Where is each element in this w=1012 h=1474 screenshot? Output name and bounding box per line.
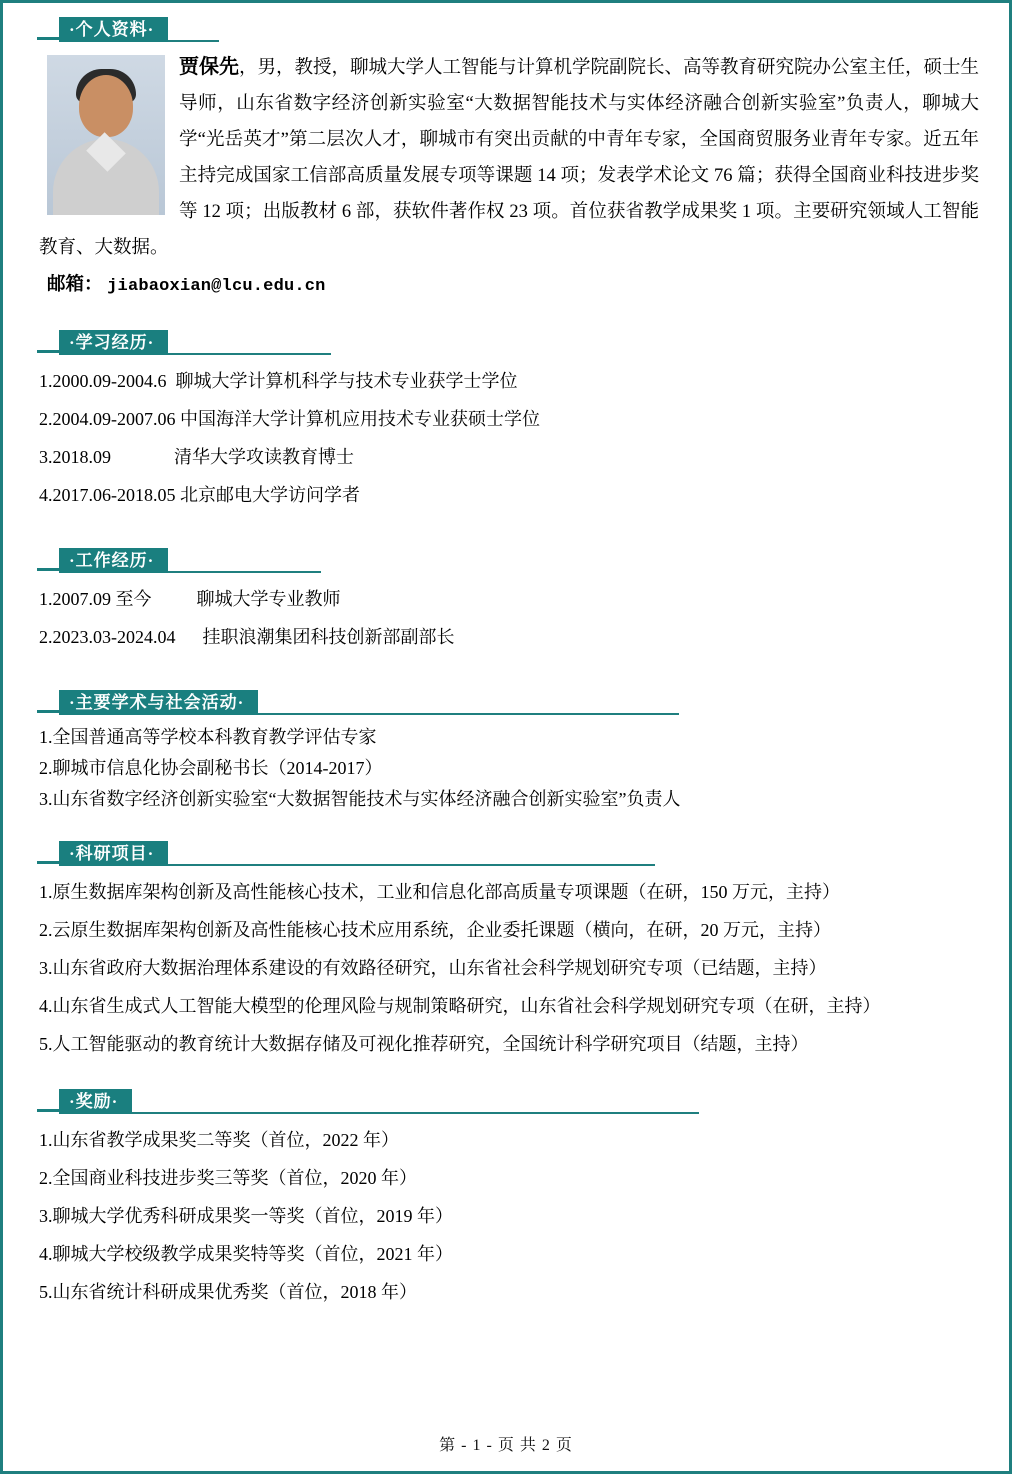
section-header-awards xyxy=(29,1089,983,1115)
portrait-face xyxy=(79,75,133,137)
section-header-education xyxy=(29,330,983,356)
list-item: 1.山东省教学成果奖二等奖（首位，2022 年） xyxy=(39,1130,399,1150)
heading-lead-dash xyxy=(37,710,59,713)
section-body-work xyxy=(29,580,983,656)
list-item: 4.山东省生成式人工智能大模型的伦理风险与规制策略研究，山东省社会科学规划研究专项（在研，主持） xyxy=(39,996,881,1016)
list-item: 2.全国商业科技进步奖三等奖（首位，2020 年） xyxy=(39,1168,417,1188)
heading-lead-dash xyxy=(37,350,59,353)
list-item: 5.人工智能驱动的教育统计大数据存储及可视化推荐研究，全国统计科学研究项目（结题，主持） xyxy=(39,1034,809,1054)
list-item: 4.聊城大学校级教学成果奖特等奖（首位，2021 年） xyxy=(39,1244,453,1264)
portrait-photo xyxy=(47,55,165,215)
person-bio: ，男，教授，聊城大学人工智能与计算机学院副院长、高等教育研究院办公室主任，硕士生导师，山东省数字经济创新实验室“大数据智能技术与实体经济融合创新实验室”负责人，聊城大学“光岳英才”第二层次人才，聊城市有突出贡献的中青年专家，全国商贸服务业青年专家。近五年主持完成国家工信部高质量发展专项等课题 14 项；发表学术论文 76 篇；获得全国商业科技进步奖等 12 项；出版教材 6 部，获软件著作权 23 项。首位获省教学成果奖 1 项。主要研究领域人工智能教育、大数据。 xyxy=(39,58,980,258)
section-title-profile: ·个人资料· xyxy=(59,17,168,42)
email-value[interactable]: jiabaoxian@lcu.edu.cn xyxy=(107,277,326,296)
section-header-projects xyxy=(29,841,983,867)
section-body-profile xyxy=(29,49,983,304)
section-title-activities: ·主要学术与社会活动· xyxy=(59,690,258,715)
section-title-projects: ·科研项目· xyxy=(59,841,168,866)
spacer xyxy=(29,656,983,690)
list-item: 1.全国普通高等学校本科教育教学评估专家 xyxy=(39,727,377,747)
page-content xyxy=(3,3,1009,1471)
list-item: 2.2004.09-2007.06 中国海洋大学计算机应用技术专业获硕士学位 xyxy=(39,409,540,429)
person-name: 贾保先 xyxy=(179,56,239,78)
list-item: 3.2018.09 清华大学攻读教育博士 xyxy=(39,447,354,467)
heading-lead-dash xyxy=(37,37,59,40)
heading-lead-dash xyxy=(37,1109,59,1112)
list-item: 3.山东省政府大数据治理体系建设的有效路径研究，山东省社会科学规划研究专项（已结题，主持） xyxy=(39,958,827,978)
heading-lead-dash xyxy=(37,861,59,864)
section-body-awards xyxy=(29,1121,983,1311)
list-item: 3.聊城大学优秀科研成果奖一等奖（首位，2019 年） xyxy=(39,1206,453,1226)
spacer xyxy=(29,304,983,330)
spacer xyxy=(29,514,983,548)
page-footer: 第 - 1 - 页 共 2 页 xyxy=(439,1437,573,1454)
list-item: 2.2023.03-2024.04 挂职浪潮集团科技创新部副部长 xyxy=(39,627,455,647)
section-body-activities xyxy=(29,722,983,815)
section-title-education: ·学习经历· xyxy=(59,330,168,355)
list-item: 3.山东省数字经济创新实验室“大数据智能技术与实体经济融合创新实验室”负责人 xyxy=(39,789,681,809)
heading-rule xyxy=(59,1112,699,1114)
list-item: 1.2007.09 至今 聊城大学专业教师 xyxy=(39,589,341,609)
section-header-profile xyxy=(29,17,983,43)
section-title-work: ·工作经历· xyxy=(59,548,168,573)
section-body-projects xyxy=(29,873,983,1063)
list-item: 2.云原生数据库架构创新及高性能核心技术应用系统，企业委托课题（横向，在研，20 万元，主持） xyxy=(39,920,831,940)
section-title-awards: ·奖励· xyxy=(59,1089,132,1114)
section-header-work xyxy=(29,548,983,574)
email-label: 邮箱： xyxy=(47,275,103,295)
spacer xyxy=(29,815,983,841)
list-item: 5.山东省统计科研成果优秀奖（首位，2018 年） xyxy=(39,1282,417,1302)
section-header-activities xyxy=(29,690,983,716)
profile-paragraph xyxy=(39,49,979,266)
heading-lead-dash xyxy=(37,568,59,571)
section-body-education xyxy=(29,362,983,514)
spacer xyxy=(29,1063,983,1089)
list-item: 4.2017.06-2018.05 北京邮电大学访问学者 xyxy=(39,485,360,505)
list-item: 2.聊城市信息化协会副秘书长（2014-2017） xyxy=(39,758,383,778)
list-item: 1.2000.09-2004.6 聊城大学计算机科学与技术专业获学士学位 xyxy=(39,371,518,391)
email-line xyxy=(39,268,979,304)
list-item: 1.原生数据库架构创新及高性能核心技术，工业和信息化部高质量专项课题（在研，150 万元，主持） xyxy=(39,882,840,902)
